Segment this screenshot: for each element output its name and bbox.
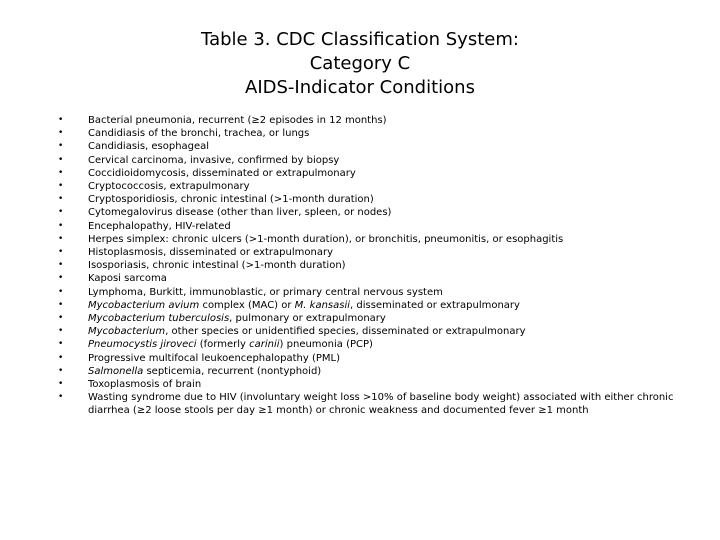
text-segment: Isosporiasis, chronic intestinal (>1-month duration): [88, 260, 346, 272]
list-item: [58, 114, 698, 127]
text-segment: Encephalopathy, HIV-related: [88, 220, 231, 232]
list-item: [58, 365, 698, 378]
title-line-2: Category C: [309, 53, 411, 74]
list-item: [58, 352, 698, 365]
bullet-icon: •: [58, 220, 64, 231]
bullet-icon: •: [58, 286, 64, 297]
list-item-text: [88, 247, 333, 258]
list-item-text: [88, 353, 340, 364]
bullet-icon: •: [58, 365, 64, 376]
list-item-text: [88, 339, 373, 350]
text-segment: Toxoplasmosis of brain: [88, 379, 202, 391]
list-item-text: [88, 287, 443, 298]
title-line-1: Table 3. CDC Classification System:: [201, 29, 519, 50]
list-item-text: [88, 273, 167, 284]
bullet-icon: •: [58, 339, 64, 350]
text-segment: Wasting syndrome due to HIV (involuntary weight loss >10% of baseline body weight) associated with either chronic diarrhea (≥2 loose stools per day ≥1 month) or chronic weakness and documented fever ≥1 month: [88, 392, 674, 417]
list-item: [58, 286, 698, 299]
list-item-text: [88, 155, 339, 166]
text-segment: Cervical carcinoma, invasive, confirmed by biopsy: [88, 154, 340, 166]
condition-list: [58, 114, 698, 418]
bullet-icon: •: [58, 247, 64, 258]
bullet-icon: •: [58, 352, 64, 363]
bullet-icon: •: [58, 115, 64, 125]
list-item: [58, 180, 698, 193]
bullet-icon: •: [58, 260, 64, 271]
italic-term: Mycobacterium avium: [88, 299, 200, 311]
bullet-icon: •: [58, 167, 64, 178]
italic-term: carinii: [249, 339, 280, 351]
list-item-text: [88, 366, 321, 377]
list-item: [58, 325, 698, 338]
bullet-icon: •: [58, 273, 64, 284]
text-segment: Lymphoma, Burkitt, immunoblastic, or primary central nervous system: [88, 286, 443, 298]
bullet-icon: •: [58, 128, 64, 139]
list-item-text: [88, 115, 387, 126]
bullet-icon: •: [58, 194, 64, 205]
text-segment: Candidiasis, esophageal: [88, 141, 210, 153]
bullet-icon: •: [58, 299, 64, 310]
text-segment: Candidiasis of the bronchi, trachea, or lungs: [88, 128, 310, 140]
text-segment: Progressive multifocal leukoencephalopathy (PML): [88, 352, 341, 364]
list-item: [58, 167, 698, 180]
page-title: [0, 28, 720, 100]
list-item-text: [88, 181, 250, 192]
list-item: [58, 154, 698, 167]
bullet-icon: •: [58, 326, 64, 337]
list-item-text: [88, 207, 391, 218]
italic-term: Mycobacterium tuberculosis: [88, 313, 230, 325]
list-item-text: [88, 300, 520, 311]
bullet-icon: •: [58, 313, 64, 324]
text-segment: septicemia, recurrent (nontyphoid): [143, 365, 322, 377]
list-item: [58, 338, 698, 351]
list-item: [58, 127, 698, 140]
text-segment: Cytomegalovirus disease (other than liver, spleen, or nodes): [88, 207, 392, 219]
list-item-text: [88, 379, 201, 390]
bullet-icon: •: [58, 154, 64, 165]
list-item-text: [88, 128, 309, 139]
list-item: [58, 312, 698, 325]
bullet-icon: •: [58, 181, 64, 192]
list-item: [58, 140, 698, 153]
list-item: [58, 233, 698, 246]
list-item: [58, 272, 698, 285]
text-segment: Histoplasmosis, disseminated or extrapulmonary: [88, 247, 333, 259]
bullet-icon: •: [58, 392, 64, 403]
list-item-text: [88, 221, 231, 232]
bullet-icon: •: [58, 141, 64, 152]
text-segment: Cryptosporidiosis, chronic intestinal (>1-month duration): [88, 194, 374, 206]
list-item-text: [88, 260, 346, 271]
list-item: [58, 220, 698, 233]
text-segment: Kaposi sarcoma: [88, 273, 167, 285]
text-segment: , other species or unidentified species, disseminated or extrapulmonary: [165, 326, 526, 338]
list-item-text: [88, 194, 374, 205]
list-item: [58, 193, 698, 206]
list-item: [58, 259, 698, 272]
text-segment: ) pneumonia (PCP): [279, 339, 373, 351]
text-segment: Bacterial pneumonia, recurrent (≥2 episodes in 12 months): [88, 115, 387, 126]
bullet-icon: •: [58, 207, 64, 218]
list-item-text: [88, 168, 356, 179]
italic-term: Salmonella: [88, 365, 144, 377]
list-item: [58, 246, 698, 259]
title-line-3: AIDS-Indicator Conditions: [245, 77, 475, 98]
list-item-text: [88, 392, 673, 416]
list-item: [58, 299, 698, 312]
bullet-icon: •: [58, 233, 64, 244]
italic-term: Mycobacterium: [88, 326, 166, 338]
text-segment: , disseminated or extrapulmonary: [350, 299, 520, 311]
text-segment: Cryptococcosis, extrapulmonary: [88, 181, 250, 193]
text-segment: , pulmonary or extrapulmonary: [229, 313, 386, 325]
list-item-text: [88, 141, 209, 152]
text-segment: Herpes simplex: chronic ulcers (>1-month duration), or bronchitis, pneumonitis, or esophagitis: [88, 233, 564, 245]
list-item: [58, 206, 698, 219]
italic-term: M. kansasii: [294, 299, 351, 311]
list-item-text: [88, 313, 386, 324]
text-segment: Coccidioidomycosis, disseminated or extrapulmonary: [88, 167, 356, 179]
list-item-text: [88, 326, 526, 337]
text-segment: (formerly: [196, 339, 250, 351]
list-item: [58, 391, 698, 417]
list-item-text: [88, 234, 563, 245]
bullet-icon: •: [58, 379, 64, 390]
text-segment: complex (MAC) or: [199, 299, 295, 311]
italic-term: Pneumocystis jiroveci: [88, 339, 197, 351]
list-item: [58, 378, 698, 391]
